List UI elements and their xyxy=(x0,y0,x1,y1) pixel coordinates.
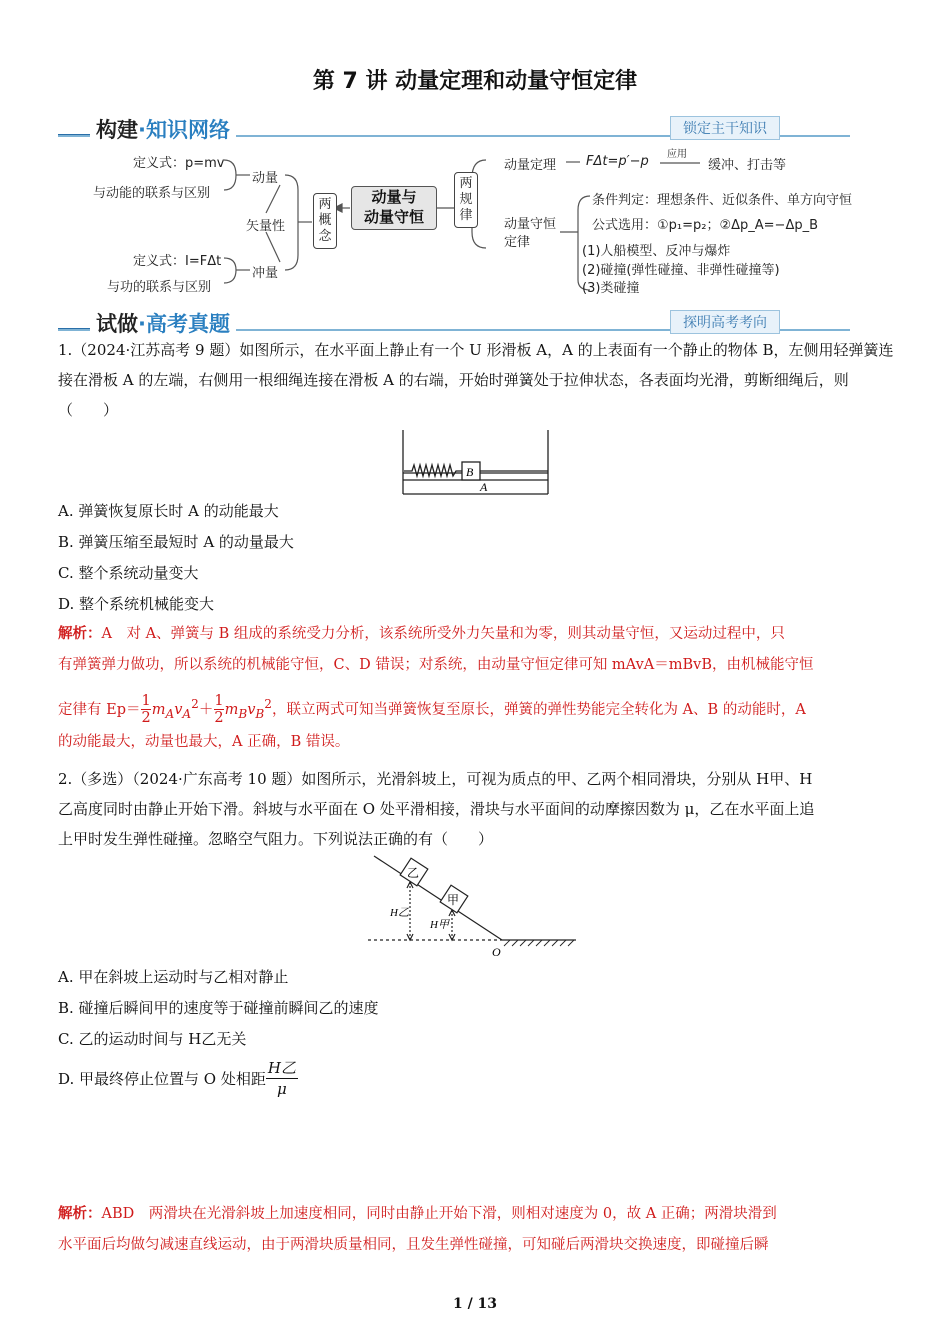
section-head-a: 构建 xyxy=(96,118,138,142)
q1-option-a: A. 弹簧恢复原长时 A 的动能最大 xyxy=(58,502,279,520)
section-bar-exam: 试做·高考真题 探明高考考向 xyxy=(58,308,850,334)
section-tag: 探明高考考向 xyxy=(670,310,780,334)
mindmap-theorem-use: 缓冲、打击等 xyxy=(708,158,787,173)
mindmap-impulse-rel: 与功的联系与区别 xyxy=(107,280,212,295)
q2-option-c: C. 乙的运动时间与 H乙无关 xyxy=(58,1030,247,1048)
section-head-b: 知识网络 xyxy=(145,118,230,142)
mindmap-node-vector: 矢量性 xyxy=(246,219,286,234)
q1-option-c: C. 整个系统动量变大 xyxy=(58,564,199,582)
mindmap-momentum-rel: 与动能的联系与区别 xyxy=(93,186,211,201)
q2-option-a: A. 甲在斜坡上运动时与乙相对静止 xyxy=(58,968,289,986)
mindmap-formula: 公式选用：①p₁=p₂；②Δp_A=−Δp_B xyxy=(592,218,819,233)
q2-stem: 2.（多选）（2024·广东高考 10 题）如图所示，光滑斜坡上，可视为质点的甲、乙两个相同滑块，分别从 H甲、H 乙高度同时由静止开始下滑。斜坡与水平面在 O 处平滑相接，滑块与水平面间的动摩擦因数为 μ，乙在水平面上追 上甲时发生弹性碰撞。忽略空气阻力。下列说法正确的有（ ） xyxy=(58,770,815,848)
q1-fig-label-b: B xyxy=(466,465,474,479)
mindmap-app3: (3)类碰撞 xyxy=(582,281,640,296)
q2-fig-label-yi: 乙 xyxy=(407,866,420,880)
q1-solution: 解析：A 对 A、弹簧与 B 组成的系统受力分析，该系统所受外力矢量和为零，则其动量守恒，又运动过程中，只 有弹簧弹力做功，所以系统的机械能守恒，C、D 错误；对系统，由动量守恒定律可知 mAvA＝mBvB，由机械能守恒 定律有 Ep＝ $\frac{1}{2}$ $m_Av_A^2+$ $\frac{1}{2}$ $m_Bv_B^2$，联立两式可知当弹簧恢复至原长，弹簧的弹性势能完全转化为 A、B 的动能时，A 的动能最大，动量也最大，A 正确，B 错误。 xyxy=(58,625,814,750)
mindmap-app2: (2)碰撞(弹性碰撞、非弹性碰撞等) xyxy=(582,263,780,278)
q1-figure xyxy=(400,428,552,496)
section-head-b: 高考真题 xyxy=(145,312,230,336)
q1-option-d: D. 整个系统机械能变大 xyxy=(58,595,215,613)
page-number: 1 / 13 xyxy=(452,1296,498,1312)
section-bar-knowledge-network: 构建·知识网络 锁定主干知识 xyxy=(58,114,850,140)
q2-fig-label-jia: 甲 xyxy=(447,893,460,907)
mindmap-node-momentum: 动量 xyxy=(252,171,279,186)
q2-solution: 解析：ABD 两滑块在光滑斜坡上加速度相同，同时由静止开始下滑，则相对速度为 0，故 A 正确；两滑块滑到 水平面后均做匀减速直线运动，由于两滑块质量相同，且发生弹性碰撞，可知碰后两滑块交换速度，即碰撞后瞬 xyxy=(58,1205,777,1253)
mindmap-theorem: 动量定理 xyxy=(504,158,557,173)
mindmap-impulse-def: 定义式：I=FΔt xyxy=(133,254,222,269)
q2-option-d: D. 甲最终停止位置与 O 处相距 H乙 μ xyxy=(58,1059,296,1098)
q2-fig-label-hyi: H乙 xyxy=(390,907,409,919)
mindmap-conservation: 动量守恒定律 xyxy=(504,217,557,250)
mindmap-theorem-formula: FΔt=p′−p xyxy=(586,154,649,169)
mindmap-center: 动量与 动量守恒 xyxy=(351,186,437,230)
mindmap-momentum-def: 定义式：p=mv xyxy=(133,156,225,171)
section-tag: 锁定主干知识 xyxy=(670,116,780,140)
mindmap-two-concepts: 两概念 xyxy=(313,193,337,249)
q2-figure xyxy=(368,852,580,960)
mindmap-node-impulse: 冲量 xyxy=(252,266,279,281)
q1-stem: 1.（2024·江苏高考 9 题）如图所示，在水平面上静止有一个 U 形滑板 A，A 的上表面有一个静止的物体 B，左侧用轻弹簧连接在滑板 A 的左端，右侧用一根细绳连接在滑板 A 的右端，开始时弹簧处于拉伸状态，各表面均光滑，剪断细绳后，则（ ） xyxy=(58,341,894,419)
mindmap-apply: 应用 xyxy=(667,149,687,160)
q2-fig-label-hjia: H甲 xyxy=(430,919,449,931)
mindmap-two-laws: 两规律 xyxy=(454,172,478,228)
page-title: 第 7 讲 动量定理和动量守恒定律 xyxy=(312,69,638,94)
q2-option-b: B. 碰撞后瞬间甲的速度等于碰撞前瞬间乙的速度 xyxy=(58,999,379,1017)
mindmap-condition: 条件判定：理想条件、近似条件、单方向守恒 xyxy=(592,193,853,208)
q1-option-b: B. 弹簧压缩至最短时 A 的动量最大 xyxy=(58,533,294,551)
q1-fig-label-a: A xyxy=(480,480,488,494)
section-head-a: 试做 xyxy=(96,312,138,336)
mindmap-app1: (1)人船模型、反冲与爆炸 xyxy=(582,244,731,259)
q2-fig-label-o: O xyxy=(492,945,501,959)
